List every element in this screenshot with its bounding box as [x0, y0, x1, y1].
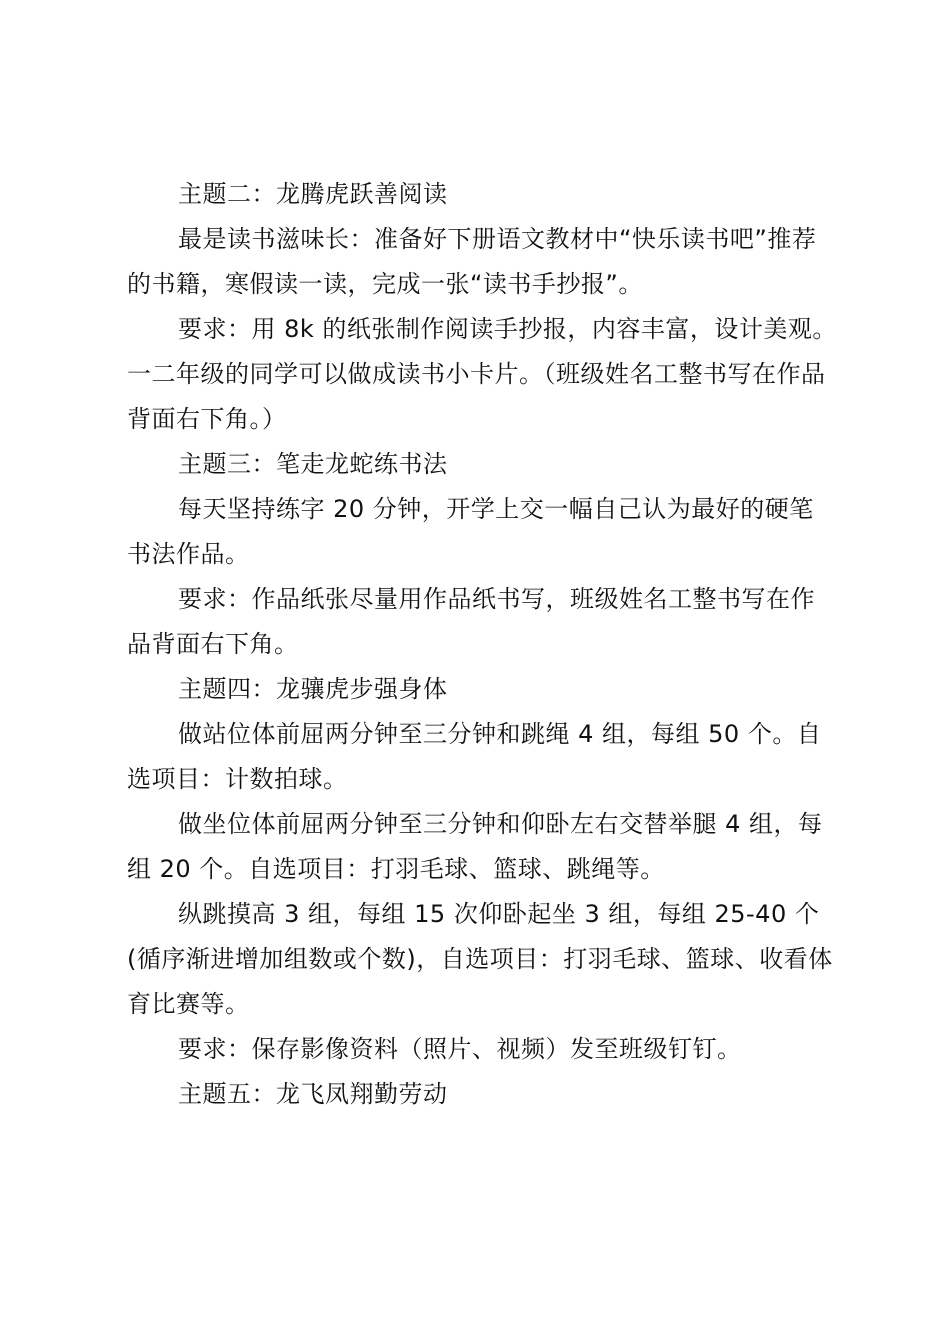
- paragraph-reading-requirement: 要求：用 8k 的纸张制作阅读手抄报，内容丰富，设计美观。一二年级的同学可以做成读书小卡片。（班级姓名工整书写在作品背面右下角。）: [127, 315, 837, 433]
- document-body: [127, 172, 837, 1117]
- paragraph-exercise-3: 纵跳摸高 3 组，每组 15 次仰卧起坐 3 组，每组 25-40 个(循序渐进增加组数或个数)，自选项目：打羽毛球、篮球、收看体育比赛等。: [127, 900, 833, 1018]
- section-heading-theme-3: 主题三：笔走龙蛇练书法: [178, 450, 448, 478]
- paragraph-exercise-2: 做坐位体前屈两分钟至三分钟和仰卧左右交替举腿 4 组，每组 20 个。自选项目：打羽毛球、篮球、跳绳等。: [127, 810, 823, 883]
- paragraph-exercise-1: 做站位体前屈两分钟至三分钟和跳绳 4 组，每组 50 个。自选项目：计数拍球。: [127, 720, 822, 793]
- paragraph-reading-task: 最是读书滋味长：准备好下册语文教材中“快乐读书吧”推荐的书籍，寒假读一读，完成一张“读书手抄报”。: [127, 225, 817, 298]
- section-heading-theme-2: 主题二：龙腾虎跃善阅读: [178, 180, 448, 208]
- paragraph-exercise-requirement: 要求：保存影像资料（照片、视频）发至班级钉钉。: [178, 1035, 742, 1063]
- section-heading-theme-4: 主题四：龙骧虎步强身体: [178, 675, 448, 703]
- section-heading-theme-5: 主题五：龙飞凤翔勤劳动: [178, 1080, 448, 1108]
- paragraph-calligraphy-requirement: 要求：作品纸张尽量用作品纸书写，班级姓名工整书写在作品背面右下角。: [127, 585, 815, 658]
- paragraph-calligraphy-task: 每天坚持练字 20 分钟，开学上交一幅自己认为最好的硬笔书法作品。: [127, 495, 814, 568]
